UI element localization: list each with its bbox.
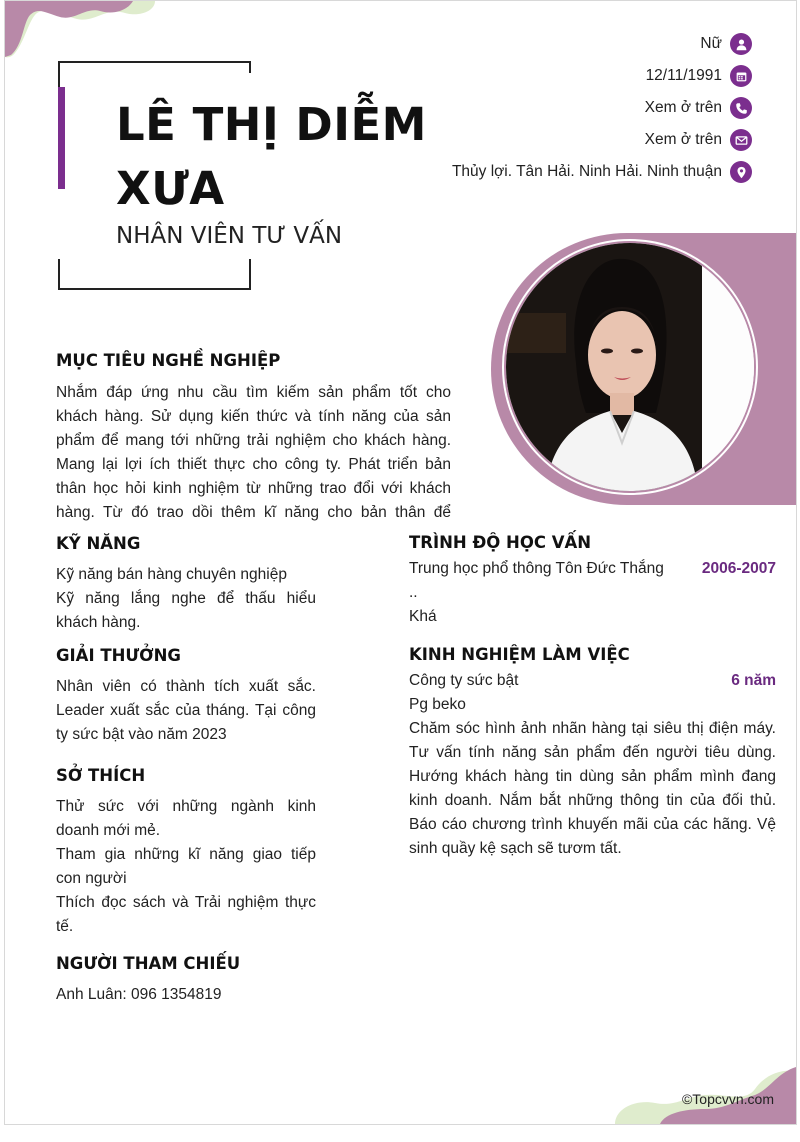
footer-credit: ©Topcvvn.com — [681, 1091, 774, 1107]
education-school: Trung học phổ thông Tôn Đức Thắng — [409, 560, 664, 577]
skills-text: Kỹ năng bán hàng chuyên nghiệp Kỹ năng lắng nghe để thấu hiểu khách hàng. — [56, 566, 316, 631]
references-text: Anh Luân: 096 1354819 — [56, 986, 222, 1003]
profile-photo — [506, 243, 754, 491]
cv-page — [4, 0, 797, 1125]
hobbies-text: Thử sức với những ngành kinh doanh mới mẻ. Tham gia những kĩ năng giao tiếp con người Thích đọc sách và Trải nghiệm thực tế. — [56, 798, 316, 935]
name-frame-left — [58, 61, 60, 87]
name-accent-bar — [58, 87, 65, 189]
contact-birthday: 12/11/1991 — [646, 64, 752, 88]
phone-icon — [730, 97, 752, 119]
calendar-icon — [730, 65, 752, 87]
objective-text: Nhắm đáp ứng nhu cầu tìm kiếm sản phẩm tốt cho khách hàng. Sử dụng kiến thức và tính năng của sản phẩm để mang tới những trải nghiệm cho khách hàng. Mang lại lợi ích thiết thực cho công ty. Phát triển bản thân học hỏi kinh nghiệm từ những trao đổi với khách hàng. Từ đó trao dồi thêm kĩ năng cho bản thân để — [56, 384, 451, 521]
education-major: .. — [409, 584, 418, 601]
experience-title: KINH NGHIỆM LÀM VIỆC — [409, 645, 630, 664]
references-title: NGƯỜI THAM CHIẾU — [56, 954, 241, 973]
education-grade: Khá — [409, 608, 437, 625]
skills-title: KỸ NĂNG — [56, 534, 141, 553]
name-frame-right-bottom — [249, 259, 251, 290]
experience-company: Công ty sức bật — [409, 672, 519, 689]
experience-duration: 6 năm — [731, 672, 776, 689]
name-frame-left-bottom — [58, 259, 60, 290]
job-position: NHÂN VIÊN TƯ VẤN — [116, 223, 343, 249]
education-title: TRÌNH ĐỘ HỌC VẤN — [409, 533, 592, 552]
contact-gender: Nữ — [700, 32, 752, 56]
top-left-decoration — [5, 1, 165, 61]
contact-address: Thủy lợi. Tân Hải. Ninh Hải. Ninh thuận — [452, 160, 752, 184]
experience-description: Chăm sóc hình ảnh nhãn hàng tại siêu thị điện máy. Tư vấn tính năng sản phẩm đến người tiêu dùng. Hướng khách hàng tin dùng sản phẩm mình đang kinh doanh. Nắm bắt những thông tin của đối thủ. Báo cáo chương trình khuyến mãi của các hãng. Vệ sinh quầy kệ sạch sẽ tươm tất. — [409, 720, 776, 857]
hobbies-title: SỞ THÍCH — [56, 766, 146, 785]
awards-text: Nhân viên có thành tích xuất sắc. Leader xuất sắc của tháng. Tại công ty sức bật vào năm 2023 — [56, 678, 316, 743]
contact-email: Xem ở trên — [645, 128, 752, 152]
name-frame-bottom — [58, 288, 251, 290]
name-frame-top — [58, 61, 251, 63]
mail-icon — [730, 129, 752, 151]
awards-title: GIẢI THƯỞNG — [56, 646, 181, 665]
person-icon — [730, 33, 752, 55]
objective-title: MỤC TIÊU NGHỀ NGHIỆP — [56, 351, 281, 370]
contact-phone: Xem ở trên — [645, 96, 752, 120]
candidate-name: LÊ THỊ DIỄM XƯA — [116, 98, 427, 215]
name-frame-right — [249, 61, 251, 73]
education-years: 2006-2007 — [701, 560, 776, 577]
experience-role: Pg beko — [409, 696, 466, 713]
location-icon — [730, 161, 752, 183]
